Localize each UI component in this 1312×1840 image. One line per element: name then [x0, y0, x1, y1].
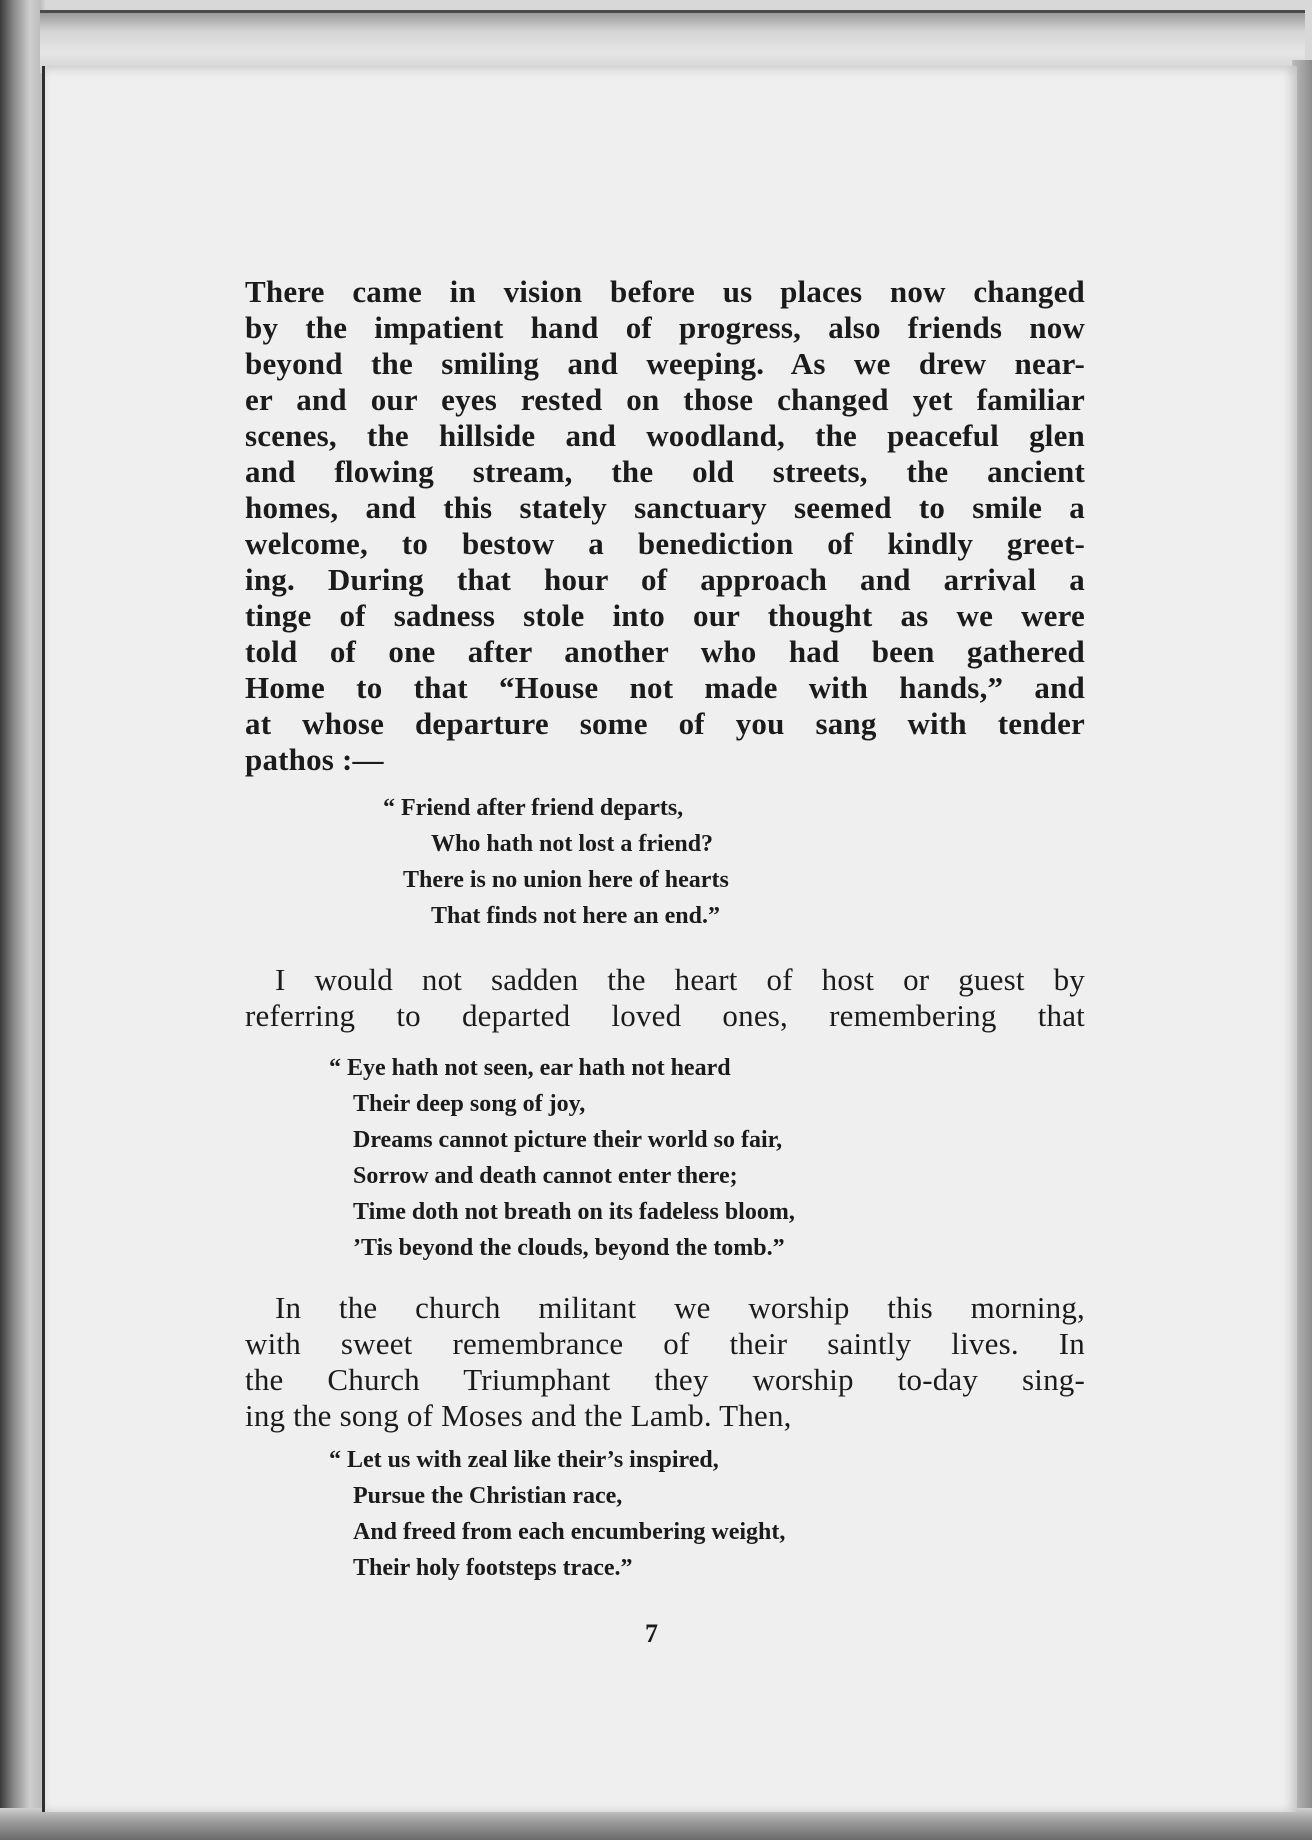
text-line: Home to that “House not made with hands,” and: [245, 670, 1085, 705]
poem-line: Who hath not lost a friend?: [431, 831, 714, 857]
text-line: with sweet remembrance of their saintly lives. In: [245, 1326, 1085, 1361]
poem-line: Dreams cannot picture their world so fair,: [353, 1127, 783, 1153]
poem-line: And freed from each encumbering weight,: [353, 1519, 786, 1545]
paragraph-3: [245, 1290, 1085, 1434]
poem-1: [383, 790, 729, 934]
text-line: ing. During that hour of approach and arrival a: [245, 562, 1085, 597]
poem-2: [329, 1050, 795, 1266]
paragraph-3-text: [245, 1290, 1085, 1434]
text-line: told of one after another who had been gathered: [245, 634, 1085, 669]
text-line: referring to departed loved ones, remembering that: [245, 998, 1085, 1033]
poem-line: Sorrow and death cannot enter there;: [353, 1163, 738, 1189]
poem-line: Pursue the Christian race,: [353, 1483, 623, 1509]
text-line: There came in vision before us places now changed: [245, 274, 1085, 309]
poem-line: Their holy footsteps trace.”: [353, 1555, 633, 1581]
book-page: [42, 66, 1297, 1812]
poem-line: “ Friend after friend departs,: [383, 795, 684, 821]
poem-3: [329, 1442, 785, 1586]
text-line: the Church Triumphant they worship to-day sing-: [245, 1362, 1085, 1397]
poem-line: “ Eye hath not seen, ear hath not heard: [329, 1055, 731, 1081]
paragraph-2: [245, 962, 1085, 1034]
poem-line: There is no union here of hearts: [403, 867, 729, 893]
poem-line: “ Let us with zeal like their’s inspired,: [329, 1447, 719, 1473]
text-line: In the church militant we worship this morning,: [275, 1290, 1085, 1325]
poem-line: Time doth not breath on its fadeless bloom,: [353, 1199, 795, 1225]
text-line: I would not sadden the heart of host or guest by: [275, 962, 1085, 997]
text-line: by the impatient hand of progress, also friends now: [245, 310, 1085, 345]
text-line: welcome, to bestow a benediction of kindly greet-: [245, 526, 1085, 561]
text-line: scenes, the hillside and woodland, the peaceful glen: [245, 418, 1085, 453]
text-line: pathos :—: [245, 742, 384, 777]
text-line: and flowing stream, the old streets, the ancient: [245, 454, 1085, 489]
paragraph-1: [245, 274, 1085, 778]
poem-line: That finds not here an end.”: [431, 903, 720, 929]
paragraph-2-text: [245, 962, 1085, 1034]
binding-bottom-edge: [0, 1808, 1312, 1840]
text-line: homes, and this stately sanctuary seemed to smile a: [245, 490, 1085, 525]
text-line: tinge of sadness stole into our thought as we were: [245, 598, 1085, 633]
text-line: at whose departure some of you sang with tender: [245, 706, 1085, 741]
binding-top-edge: [40, 10, 1305, 73]
poem-line: ’Tis beyond the clouds, beyond the tomb.”: [353, 1235, 785, 1261]
page-number: 7: [645, 1619, 658, 1648]
text-line: beyond the smiling and weeping. As we drew near-: [245, 346, 1085, 381]
text-line: er and our eyes rested on those changed yet familiar: [245, 382, 1085, 417]
paragraph-1-text: [245, 274, 1085, 778]
poem-line: Their deep song of joy,: [353, 1091, 586, 1117]
text-line: ing the song of Moses and the Lamb. Then,: [245, 1398, 792, 1433]
